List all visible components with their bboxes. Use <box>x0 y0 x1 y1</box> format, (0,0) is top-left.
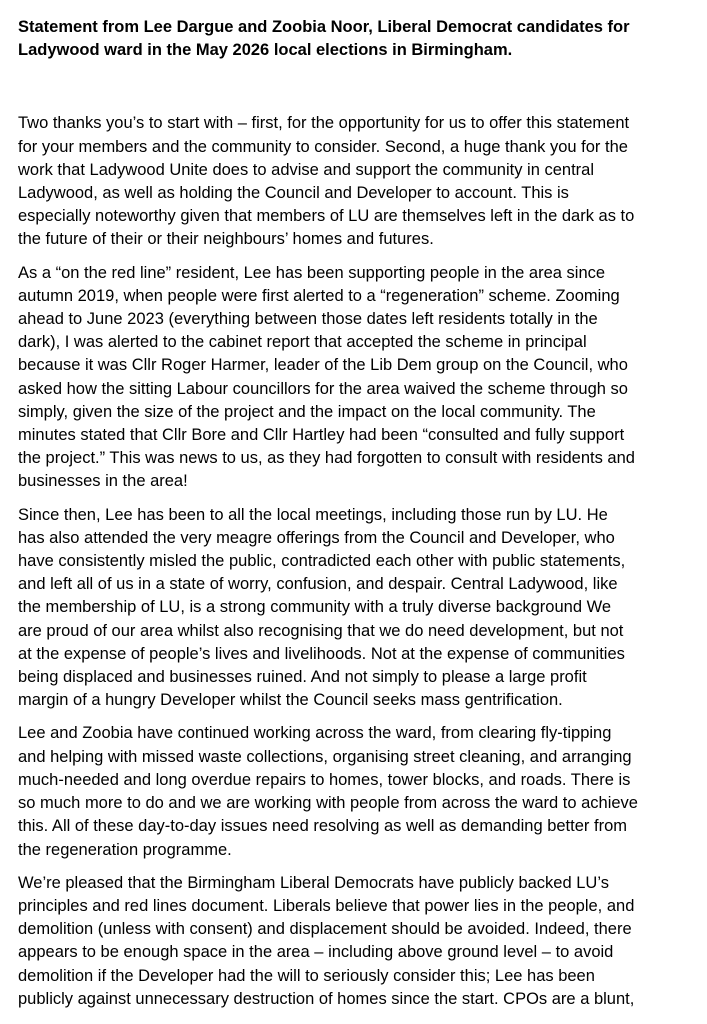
text-line: the membership of LU, is a strong community with a truly diverse background We <box>18 598 612 617</box>
text-line: simply, given the size of the project and the impact on the local community. The <box>18 402 596 421</box>
text-line: We’re pleased that the Birmingham Liberal Democrats have publicly backed LU’s <box>18 873 609 892</box>
text-line: the regeneration programme. <box>18 840 232 859</box>
text-line: businesses in the area! <box>18 472 188 491</box>
paragraph <box>18 262 693 494</box>
text-line: at the expense of people’s lives and livelihoods. Not at the expense of communities <box>18 644 625 663</box>
paragraph <box>18 872 693 1011</box>
title-line: Statement from Lee Dargue and Zoobia Noor, Liberal Democrat candidates for <box>18 18 630 36</box>
text-line: ahead to June 2023 (everything between those dates left residents totally in the <box>18 310 598 329</box>
paragraph <box>18 504 693 713</box>
text-line: especially noteworthy given that members of LU are themselves left in the dark as to <box>18 207 635 226</box>
document-body <box>18 112 693 1011</box>
text-line: dark), I was alerted to the cabinet report that accepted the scheme in principal <box>18 333 587 352</box>
text-line: Lee and Zoobia have continued working across the ward, from clearing fly-tipping <box>18 724 612 743</box>
text-line: Two thanks you’s to start with – first, for the opportunity for us to offer this statement <box>18 114 630 133</box>
text-line: the project.” This was news to us, as they had forgotten to consult with residents and <box>18 449 635 468</box>
text-line: because it was Cllr Roger Harmer, leader of the Lib Dem group on the Council, who <box>18 356 628 375</box>
text-line: As a “on the red line” resident, Lee has been supporting people in the area since <box>18 263 606 282</box>
text-line: asked how the sitting Labour councillors for the area waived the scheme through so <box>18 379 628 398</box>
text-line: autumn 2019, when people were first alerted to a “regeneration” scheme. Zooming <box>18 286 620 305</box>
text-line: the future of their or their neighbours’ homes and futures. <box>18 230 434 249</box>
text-line: Since then, Lee has been to all the local meetings, including those run by LU. He <box>18 505 608 524</box>
text-line: for your members and the community to consider. Second, a huge thank you for the <box>18 137 628 156</box>
text-line: demolition if the Developer had the will to seriously consider this; Lee has been <box>18 966 595 985</box>
text-line: work that Ladywood Unite does to advise and support the community in central <box>18 160 594 179</box>
text-line: Ladywood, as well as holding the Council and Developer to account. This is <box>18 184 569 203</box>
text-line: has also attended the very meagre offerings from the Council and Developer, who <box>18 528 615 547</box>
text-line: principles and red lines document. Liberals believe that power lies in the people, and <box>18 896 635 915</box>
text-line: have consistently misled the public, contradicted each other with public statements, <box>18 552 626 571</box>
text-line: publicly against unnecessary destruction of homes since the start. CPOs are a blunt, <box>18 989 635 1008</box>
document-title <box>18 16 693 62</box>
text-line: and left all of us in a state of worry, confusion, and despair. Central Ladywood, like <box>18 575 618 594</box>
paragraph <box>18 722 693 861</box>
text-line: margin of a hungry Developer whilst the Council seeks mass gentrification. <box>18 691 563 710</box>
text-line: minutes stated that Cllr Bore and Cllr Hartley had been “consulted and fully support <box>18 426 625 445</box>
paragraph <box>18 112 693 251</box>
text-line: are proud of our area whilst also recognising that we do need development, but not <box>18 621 624 640</box>
text-line: demolition (unless with consent) and displacement should be avoided. Indeed, there <box>18 920 632 939</box>
text-line: and helping with missed waste collections, organising street cleaning, and arranging <box>18 747 632 766</box>
text-line: much-needed and long overdue repairs to homes, tower blocks, and roads. There is <box>18 770 631 789</box>
title-line: Ladywood ward in the May 2026 local elections in Birmingham. <box>18 41 513 60</box>
text-line: being displaced and businesses ruined. And not simply to please a large profit <box>18 668 587 687</box>
text-line: this. All of these day-to-day issues need resolving as well as demanding better from <box>18 817 627 836</box>
text-line: appears to be enough space in the area – including above ground level – to avoid <box>18 943 614 962</box>
text-line: so much more to do and we are working with people from across the ward to achieve <box>18 794 638 813</box>
